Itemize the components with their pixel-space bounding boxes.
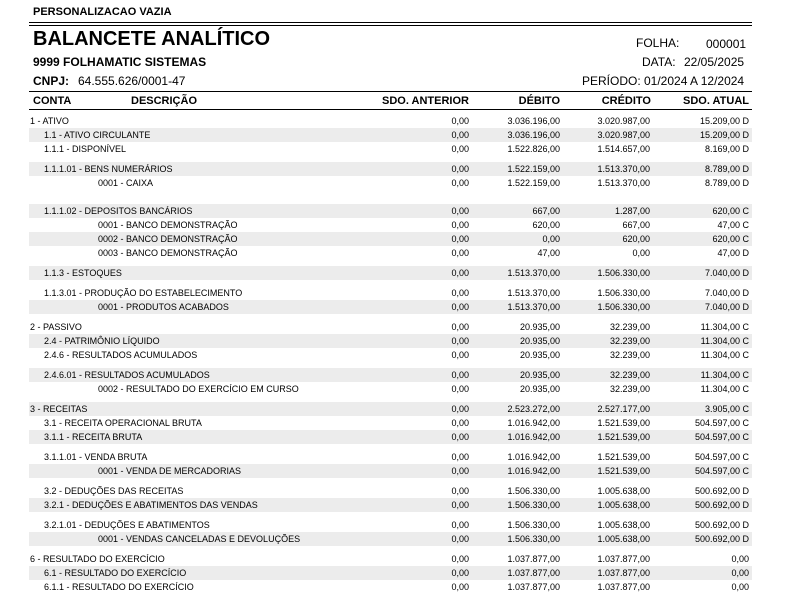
table-row: [29, 368, 752, 382]
sdo-anterior-value: 0,00: [451, 404, 469, 414]
sdo-anterior-value: 0,00: [451, 466, 469, 476]
sdo-atual-value: 0,00: [731, 554, 749, 564]
sdo-atual-value: 15.209,00 D: [699, 130, 749, 140]
credito-value: 32.239,00: [609, 350, 650, 360]
sdo-anterior-value: 0,00: [451, 432, 469, 442]
sdo-atual-value: 7.040,00 D: [704, 268, 749, 278]
sdo-anterior-value: 0,00: [451, 248, 469, 258]
debito-value: 1.037.877,00: [507, 568, 560, 578]
sdo-atual-value: 0,00: [731, 582, 749, 592]
debito-value: 1.506.330,00: [507, 534, 560, 544]
account-label: 6.1 - RESULTADO DO EXERCÍCIO: [44, 568, 187, 578]
sdo-atual-value: 15.209,00 D: [699, 116, 749, 126]
credito-value: 32.239,00: [609, 370, 650, 380]
debito-value: 1.522.159,00: [507, 164, 560, 174]
sdo-anterior-value: 0,00: [451, 234, 469, 244]
table-row: [29, 430, 752, 444]
credito-value: 32.239,00: [609, 322, 650, 332]
table-row: [29, 518, 752, 532]
account-label: 3.2 - DEDUÇÕES DAS RECEITAS: [44, 486, 184, 496]
table-row: [29, 266, 752, 280]
top-divider: [29, 22, 752, 23]
sdo-anterior-value: 0,00: [451, 268, 469, 278]
sdo-anterior-value: 0,00: [451, 288, 469, 298]
account-label: 2.4.6 - RESULTADOS ACUMULADOS: [44, 350, 198, 360]
account-label: 3.1 - RECEITA OPERACIONAL BRUTA: [44, 418, 202, 428]
credito-value: 1.521.539,00: [597, 432, 650, 442]
sdo-anterior-value: 0,00: [451, 370, 469, 380]
credito-value: 1.521.539,00: [597, 452, 650, 462]
sdo-anterior-value: 0,00: [451, 452, 469, 462]
credito-value: 1.005.638,00: [597, 500, 650, 510]
debito-value: 20.935,00: [519, 336, 560, 346]
sdo-anterior-value: 0,00: [451, 322, 469, 332]
account-label: 1.1.3 - ESTOQUES: [44, 268, 122, 278]
table-row: [29, 204, 752, 218]
sdo-atual-value: 11.304,00 C: [700, 336, 749, 346]
sdo-anterior-value: 0,00: [451, 178, 469, 188]
table-row: [29, 286, 752, 300]
account-label: 6 - RESULTADO DO EXERCÍCIO: [30, 554, 165, 564]
account-label: 3.1.1 - RECEITA BRUTA: [44, 432, 143, 442]
account-label: 3.1.1.01 - VENDA BRUTA: [44, 452, 148, 462]
credito-value: 1.506.330,00: [597, 302, 650, 312]
table-row: [29, 218, 752, 232]
table-row: [29, 232, 752, 246]
table-row: [29, 532, 752, 546]
account-label: 1 - ATIVO: [30, 116, 69, 126]
credito-value: 1.514.657,00: [597, 144, 650, 154]
sdo-atual-value: 47,00 C: [717, 220, 749, 230]
periodo-value: 01/2024 A 12/2024: [644, 74, 745, 88]
credito-value: 1.506.330,00: [597, 288, 650, 298]
account-label: 0001 - VENDA DE MERCADORIAS: [98, 466, 242, 476]
credito-value: 1.513.370,00: [597, 164, 650, 174]
table-row: [29, 580, 752, 594]
sdo-anterior-value: 0,00: [451, 144, 469, 154]
sdo-atual-value: 620,00 C: [712, 234, 749, 244]
debito-value: 3.036.196,00: [507, 130, 560, 140]
top-divider-2: [29, 25, 752, 26]
table-row: [29, 246, 752, 260]
credito-value: 1.037.877,00: [597, 568, 650, 578]
sdo-atual-value: 500.692,00 D: [694, 520, 749, 530]
table-row: [29, 450, 752, 464]
credito-value: 1.506.330,00: [597, 268, 650, 278]
folha-label: FOLHA:: [636, 36, 680, 50]
sdo-atual-value: 11.304,00 C: [700, 384, 749, 394]
credito-value: 3.020.987,00: [597, 130, 650, 140]
sdo-atual-value: 11.304,00 C: [700, 322, 749, 332]
sdo-anterior-value: 0,00: [451, 582, 469, 592]
sdo-atual-value: 504.597,00 C: [694, 432, 749, 442]
table-row: [29, 464, 752, 478]
account-label: 3.2.1.01 - DEDUÇÕES E ABATIMENTOS: [44, 520, 210, 530]
sdo-anterior-value: 0,00: [451, 568, 469, 578]
sdo-atual-value: 7.040,00 D: [704, 302, 749, 312]
credito-value: 667,00: [622, 220, 650, 230]
col-sdo-atual: SDO. ATUAL: [683, 95, 749, 107]
debito-value: 1.506.330,00: [507, 486, 560, 496]
credito-value: 1.513.370,00: [597, 178, 650, 188]
sdo-anterior-value: 0,00: [451, 206, 469, 216]
credito-value: 1.005.638,00: [597, 486, 650, 496]
credito-value: 1.521.539,00: [597, 418, 650, 428]
col-sdo-anterior: SDO. ANTERIOR: [382, 95, 469, 107]
debito-value: 20.935,00: [519, 322, 560, 332]
debito-value: 1.522.826,00: [507, 144, 560, 154]
periodo-label: PERÍODO:: [582, 74, 641, 88]
debito-value: 47,00: [537, 248, 560, 258]
report-title: BALANCETE ANALÍTICO: [33, 28, 271, 50]
sdo-atual-value: 47,00 D: [717, 248, 749, 258]
cnpj-label: CNPJ:: [33, 74, 70, 88]
debito-value: 1.016.942,00: [507, 432, 560, 442]
table-row: [29, 566, 752, 580]
folha-value: 000001: [706, 37, 747, 51]
data-label: DATA:: [642, 55, 676, 69]
credito-value: 32.239,00: [609, 336, 650, 346]
sdo-anterior-value: 0,00: [451, 534, 469, 544]
table-row: [29, 402, 752, 416]
debito-value: 1.513.370,00: [507, 268, 560, 278]
credito-value: 32.239,00: [609, 384, 650, 394]
sdo-anterior-value: 0,00: [451, 336, 469, 346]
debito-value: 1.513.370,00: [507, 288, 560, 298]
debito-value: 20.935,00: [519, 384, 560, 394]
sdo-atual-value: 11.304,00 C: [700, 350, 749, 360]
sdo-atual-value: 500.692,00 D: [694, 534, 749, 544]
table-row: [29, 162, 752, 176]
sdo-atual-value: 8.789,00 D: [704, 178, 749, 188]
debito-value: 1.037.877,00: [507, 554, 560, 564]
sdo-atual-value: 11.304,00 C: [700, 370, 749, 380]
debito-value: 1.522.159,00: [507, 178, 560, 188]
debito-value: 620,00: [532, 220, 560, 230]
account-label: 2.4 - PATRIMÔNIO LÍQUIDO: [44, 336, 160, 346]
sdo-anterior-value: 0,00: [451, 164, 469, 174]
table-row: [29, 114, 752, 128]
debito-value: 1.016.942,00: [507, 418, 560, 428]
account-label: 1.1.1 - DISPONÍVEL: [44, 144, 127, 154]
debito-value: 1.037.877,00: [507, 582, 560, 592]
account-label: 0003 - BANCO DEMONSTRAÇÃO: [98, 248, 238, 258]
credito-value: 0,00: [632, 248, 650, 258]
col-descricao: DESCRIÇÃO: [131, 95, 198, 107]
sdo-atual-value: 504.597,00 C: [694, 418, 749, 428]
account-label: 1.1.1.01 - BENS NUMERÁRIOS: [44, 164, 173, 174]
table-row: [29, 498, 752, 512]
credito-value: 1.287,00: [614, 206, 650, 216]
header-divider: [29, 91, 752, 92]
credito-value: 1.037.877,00: [597, 554, 650, 564]
balance-table: [29, 114, 752, 594]
debito-value: 20.935,00: [519, 370, 560, 380]
table-row: [29, 334, 752, 348]
sdo-atual-value: 504.597,00 C: [694, 452, 749, 462]
credito-value: 1.521.539,00: [597, 466, 650, 476]
debito-value: 1.506.330,00: [507, 500, 560, 510]
account-label: 2.4.6.01 - RESULTADOS ACUMULADOS: [44, 370, 210, 380]
account-label: 0001 - PRODUTOS ACABADOS: [98, 302, 229, 312]
personalization-label: PERSONALIZACAO VAZIA: [33, 6, 172, 18]
account-label: 1.1 - ATIVO CIRCULANTE: [44, 130, 151, 140]
account-label: 0001 - BANCO DEMONSTRAÇÃO: [98, 220, 238, 230]
credito-value: 1.037.877,00: [597, 582, 650, 592]
credito-value: 1.005.638,00: [597, 534, 650, 544]
table-row: [29, 128, 752, 142]
account-label: 0002 - BANCO DEMONSTRAÇÃO: [98, 234, 238, 244]
sdo-anterior-value: 0,00: [451, 350, 469, 360]
table-row: [29, 300, 752, 314]
sdo-atual-value: 8.169,00 D: [704, 144, 749, 154]
sdo-atual-value: 8.789,00 D: [704, 164, 749, 174]
sdo-atual-value: 500.692,00 D: [694, 486, 749, 496]
sdo-anterior-value: 0,00: [451, 384, 469, 394]
cnpj-value: 64.555.626/0001-47: [78, 74, 186, 88]
credito-value: 1.005.638,00: [597, 520, 650, 530]
sdo-anterior-value: 0,00: [451, 220, 469, 230]
sdo-anterior-value: 0,00: [451, 130, 469, 140]
sdo-atual-value: 7.040,00 D: [704, 288, 749, 298]
row-spacer: [29, 190, 752, 204]
account-label: 0001 - VENDAS CANCELADAS E DEVOLUÇÕES: [98, 534, 301, 544]
table-row: [29, 176, 752, 190]
table-row: [29, 382, 752, 396]
account-label: 3.2.1 - DEDUÇÕES E ABATIMENTOS DAS VENDAS: [44, 500, 258, 510]
account-label: 0001 - CAIXA: [98, 178, 154, 188]
data-value: 22/05/2025: [684, 55, 745, 69]
credito-value: 2.527.177,00: [597, 404, 650, 414]
debito-value: 1.016.942,00: [507, 466, 560, 476]
sdo-anterior-value: 0,00: [451, 500, 469, 510]
sdo-anterior-value: 0,00: [451, 486, 469, 496]
table-row: [29, 552, 752, 566]
sdo-atual-value: 504.597,00 C: [694, 466, 749, 476]
sdo-anterior-value: 0,00: [451, 520, 469, 530]
sdo-anterior-value: 0,00: [451, 116, 469, 126]
account-label: 6.1.1 - RESULTADO DO EXERCÍCIO: [44, 582, 194, 592]
debito-value: 3.036.196,00: [507, 116, 560, 126]
table-row: [29, 484, 752, 498]
table-row: [29, 142, 752, 156]
table-row: [29, 348, 752, 362]
sdo-anterior-value: 0,00: [451, 554, 469, 564]
debito-value: 1.016.942,00: [507, 452, 560, 462]
account-label: 2 - PASSIVO: [30, 322, 82, 332]
col-conta: CONTA: [33, 95, 72, 107]
debito-value: 0,00: [542, 234, 560, 244]
col-debito: DÉBITO: [518, 95, 560, 107]
table-row: [29, 416, 752, 430]
credito-value: 620,00: [622, 234, 650, 244]
credito-value: 3.020.987,00: [597, 116, 650, 126]
company-name: 9999 FOLHAMATIC SISTEMAS: [33, 55, 207, 69]
account-label: 3 - RECEITAS: [30, 404, 88, 414]
sdo-atual-value: 500.692,00 D: [694, 500, 749, 510]
table-row: [29, 320, 752, 334]
debito-value: 2.523.272,00: [507, 404, 560, 414]
debito-value: 1.513.370,00: [507, 302, 560, 312]
account-label: 1.1.1.02 - DEPOSITOS BANCÁRIOS: [44, 206, 193, 216]
columns-divider: [29, 109, 752, 110]
col-credito: CRÉDITO: [601, 95, 651, 107]
sdo-atual-value: 620,00 C: [712, 206, 749, 216]
debito-value: 667,00: [532, 206, 560, 216]
debito-value: 20.935,00: [519, 350, 560, 360]
account-label: 1.1.3.01 - PRODUÇÃO DO ESTABELECIMENTO: [44, 288, 243, 298]
sdo-anterior-value: 0,00: [451, 302, 469, 312]
account-label: 0002 - RESULTADO DO EXERCÍCIO EM CURSO: [98, 384, 299, 394]
sdo-anterior-value: 0,00: [451, 418, 469, 428]
sdo-atual-value: 0,00: [731, 568, 749, 578]
debito-value: 1.506.330,00: [507, 520, 560, 530]
sdo-atual-value: 3.905,00 C: [704, 404, 749, 414]
